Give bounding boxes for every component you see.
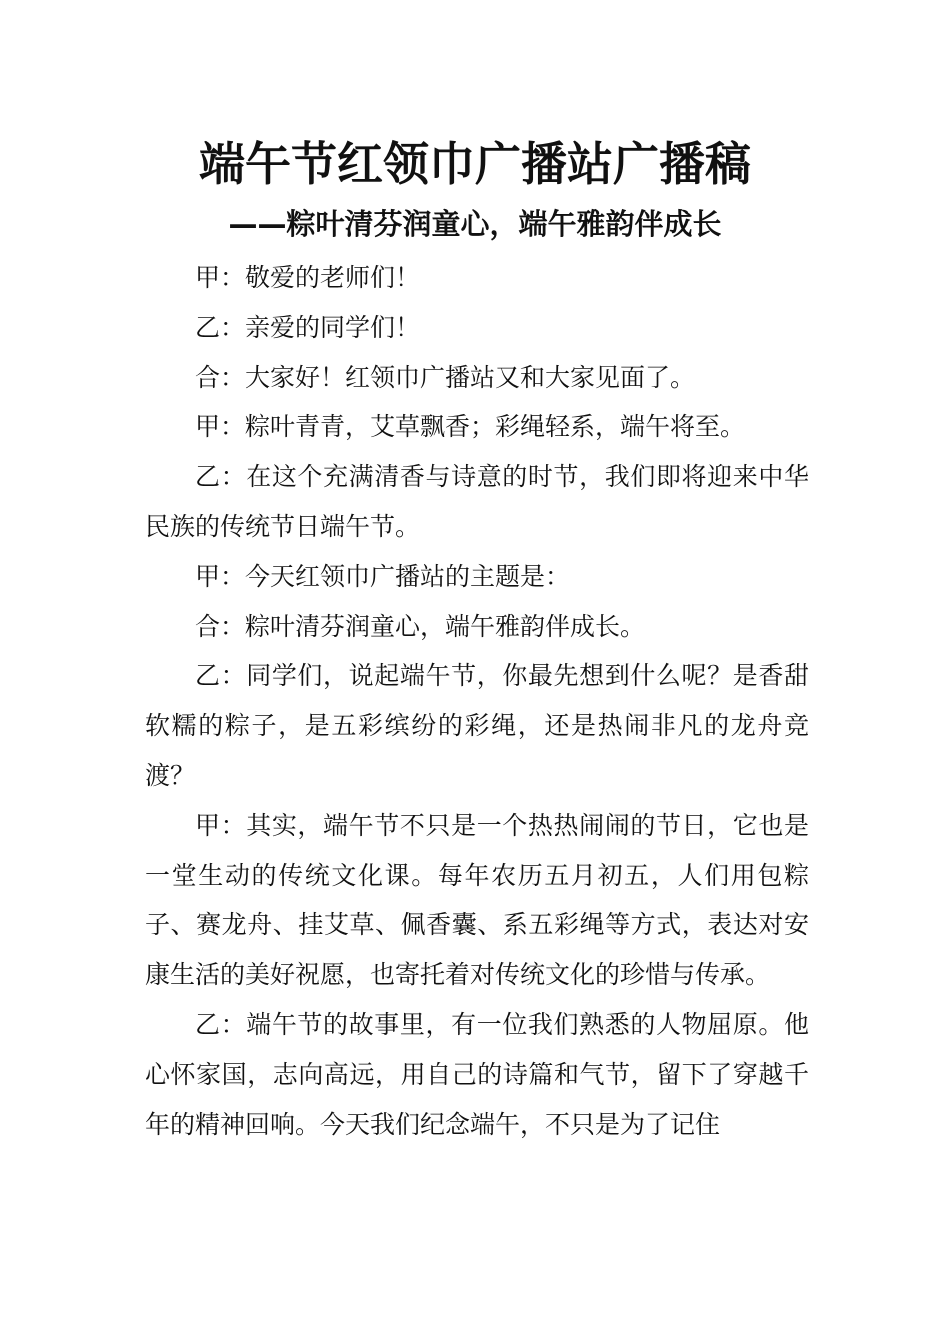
paragraph: 乙：亲爱的同学们！: [195, 312, 421, 342]
document-title: 端午节红领巾广播站广播稿: [199, 137, 751, 191]
paragraph: 乙：同学们，说起端午节，你最先想到什么呢？是香甜软糯的粽子，是五彩缤纷的彩绳，还是热闹非凡的龙舟竞渡？: [145, 661, 809, 790]
paragraph: 合：大家好！红领巾广播站又和大家见面了。: [195, 362, 696, 392]
paragraph: 甲：其实，端午节不只是一个热热闹闹的节日，它也是一堂生动的传统文化课。每年农历五月初五，人们用包粽子、赛龙舟、挂艾草、佩香囊、系五彩绳等方式，表达对安康生活的美好祝愿，也寄托着对传统文化的珍惜与传承。: [145, 810, 809, 990]
document-body: [145, 253, 809, 1149]
paragraph: 甲：今天红领巾广播站的主题是：: [195, 561, 571, 591]
paragraph: 甲：敬爱的老师们！: [195, 263, 421, 292]
paragraph: 甲：粽叶青青，艾草飘香；彩绳轻系，端午将至。: [195, 412, 746, 442]
paragraph: 乙：端午节的故事里，有一位我们熟悉的人物屈原。他心怀家国，志向高远，用自己的诗篇和气节，留下了穿越千年的精神回响。今天我们纪念端午，不只是为了记住: [145, 1009, 809, 1139]
paragraph: 乙：在这个充满清香与诗意的时节，我们即将迎来中华民族的传统节日端午节。: [145, 462, 809, 541]
document-subtitle: ——粽叶清芬润童心，端午雅韵伴成长: [228, 207, 722, 241]
paragraph: 合：粽叶清芬润童心，端午雅韵伴成长。: [195, 611, 646, 641]
